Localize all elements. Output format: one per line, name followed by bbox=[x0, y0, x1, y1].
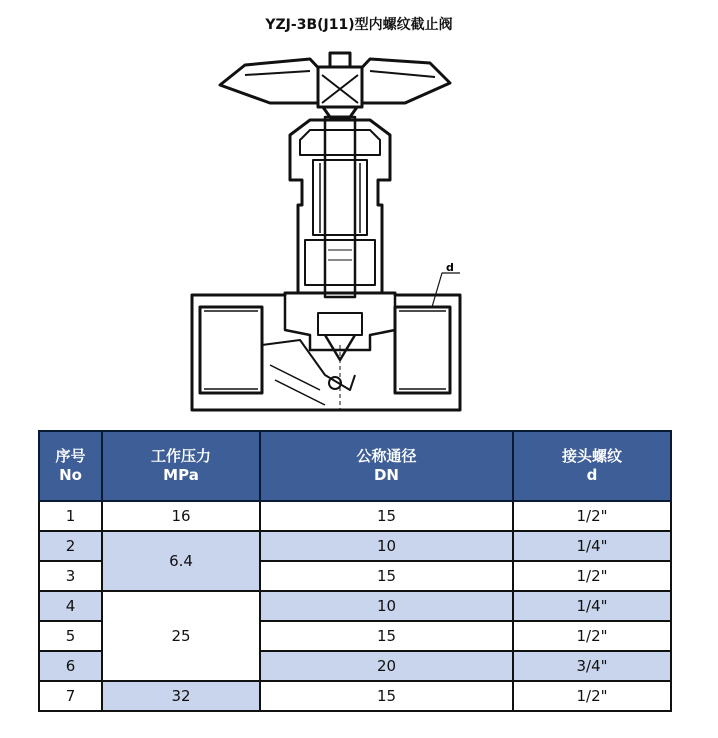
cell-pressure: 16 bbox=[102, 501, 260, 531]
cell-thread: 1/2" bbox=[513, 681, 671, 711]
cell-thread: 1/4" bbox=[513, 591, 671, 621]
page-title: YZJ-3B(J11)型内螺纹截止阀 bbox=[265, 17, 453, 33]
valve-cross-section-drawing bbox=[150, 45, 530, 420]
cell-no: 1 bbox=[39, 501, 102, 531]
cell-thread: 1/4" bbox=[513, 531, 671, 561]
cell-pressure: 25 bbox=[102, 591, 260, 681]
cell-thread: 3/4" bbox=[513, 651, 671, 681]
cell-thread: 1/2" bbox=[513, 501, 671, 531]
cell-no: 5 bbox=[39, 621, 102, 651]
cell-no: 2 bbox=[39, 531, 102, 561]
table-row bbox=[39, 591, 671, 621]
header-pressure: 工作压力 MPa bbox=[102, 431, 260, 501]
cell-no: 6 bbox=[39, 651, 102, 681]
cell-dn: 10 bbox=[260, 591, 513, 621]
table-header-row bbox=[39, 431, 671, 501]
table-row bbox=[39, 531, 671, 561]
table-row bbox=[39, 681, 671, 711]
cell-dn: 15 bbox=[260, 501, 513, 531]
cell-thread: 1/2" bbox=[513, 621, 671, 651]
cell-dn: 20 bbox=[260, 651, 513, 681]
cell-dn: 15 bbox=[260, 561, 513, 591]
cell-thread: 1/2" bbox=[513, 561, 671, 591]
table-row bbox=[39, 501, 671, 531]
cell-pressure: 32 bbox=[102, 681, 260, 711]
cell-pressure: 6.4 bbox=[102, 531, 260, 591]
cell-no: 4 bbox=[39, 591, 102, 621]
header-thread: 接头螺纹 d bbox=[513, 431, 671, 501]
thread-d-callout: d bbox=[446, 261, 454, 274]
cell-dn: 15 bbox=[260, 621, 513, 651]
cell-dn: 15 bbox=[260, 681, 513, 711]
cell-dn: 10 bbox=[260, 531, 513, 561]
spec-table bbox=[38, 430, 672, 712]
cell-no: 3 bbox=[39, 561, 102, 591]
header-dn: 公称通径 DN bbox=[260, 431, 513, 501]
cell-no: 7 bbox=[39, 681, 102, 711]
header-no: 序号 No bbox=[39, 431, 102, 501]
